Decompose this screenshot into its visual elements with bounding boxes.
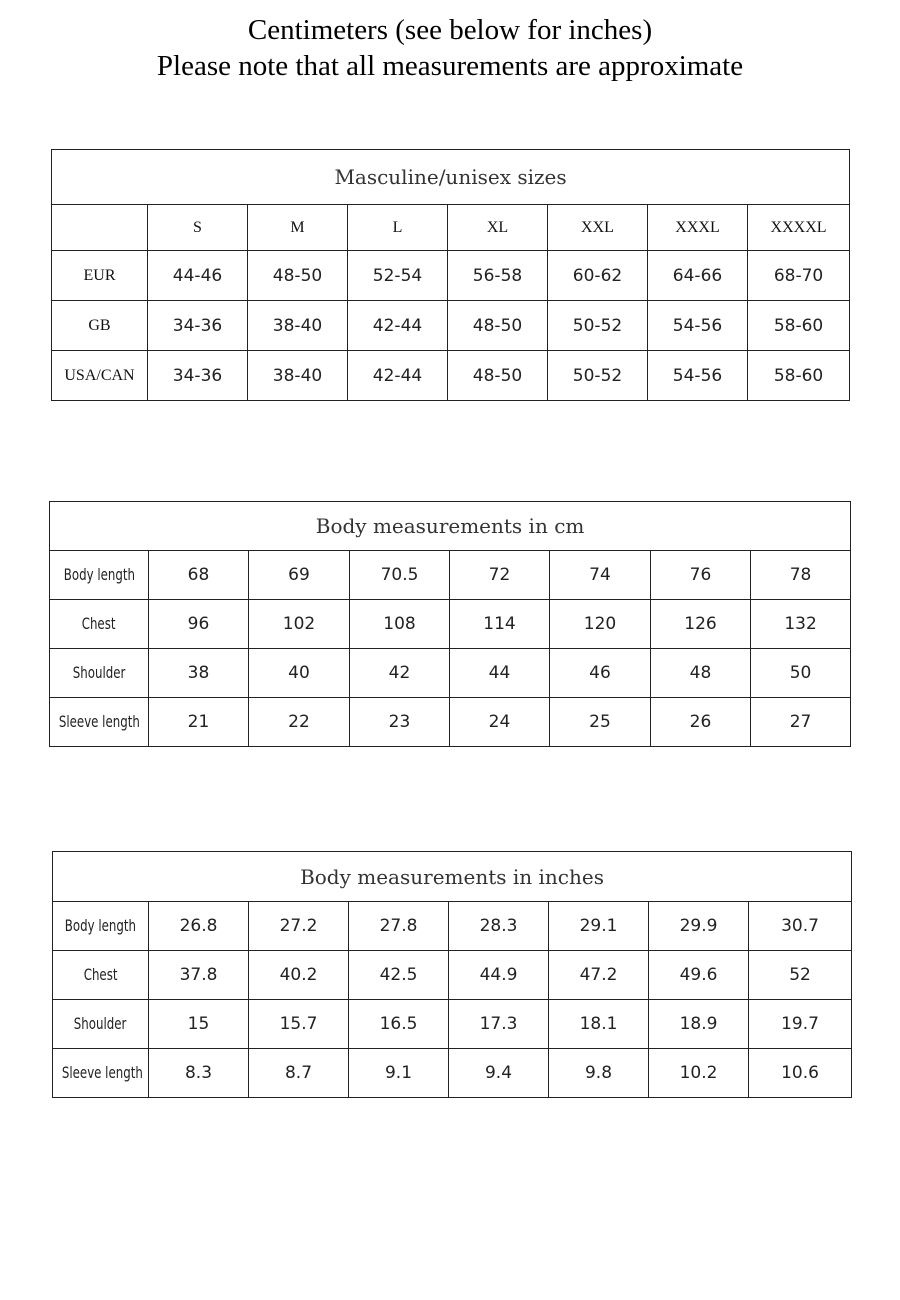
table-cell: 69 (249, 551, 350, 600)
table-cell: 10.2 (649, 1049, 749, 1098)
sizes-table-title: Masculine/unisex sizes (52, 150, 850, 205)
table-cell: 29.1 (549, 902, 649, 951)
table-cell: 78 (751, 551, 851, 600)
table-cell: 23 (350, 698, 450, 747)
table-cell: 50-52 (548, 301, 648, 351)
row-label-sleeve-length: Sleeve length (58, 712, 140, 731)
row-label-body-length: Body length (63, 565, 135, 584)
table-cell: 38-40 (248, 351, 348, 401)
size-header-xxxl: XXXL (648, 205, 748, 251)
table-cell: 120 (550, 600, 651, 649)
table-cell: 44 (450, 649, 550, 698)
table-cell: 34-36 (148, 301, 248, 351)
table-cell: 68 (149, 551, 249, 600)
size-header-xxxxl: XXXXL (748, 205, 850, 251)
table-cell: 28.3 (449, 902, 549, 951)
table-cell: 47.2 (549, 951, 649, 1000)
table-cell: 27 (751, 698, 851, 747)
table-cell: 70.5 (350, 551, 450, 600)
table-cell: 48 (651, 649, 751, 698)
inch-table-title: Body measurements in inches (53, 852, 852, 902)
table-cell: 15.7 (249, 1000, 349, 1049)
table-row (50, 551, 851, 600)
table-cell: 21 (149, 698, 249, 747)
table-cell: 58-60 (748, 351, 850, 401)
table-row (50, 649, 851, 698)
table-cell: 40 (249, 649, 350, 698)
table-cell: 42 (350, 649, 450, 698)
table-cell: 44-46 (148, 251, 248, 301)
table-cell: 15 (149, 1000, 249, 1049)
table-row (53, 1049, 852, 1098)
table-cell: 114 (450, 600, 550, 649)
table-cell: 54-56 (648, 351, 748, 401)
table-cell: 38 (149, 649, 249, 698)
table-cell: 50-52 (548, 351, 648, 401)
table-cell: 10.6 (749, 1049, 852, 1098)
table-row (52, 301, 850, 351)
size-header-s: S (148, 205, 248, 251)
heading-line-units: Centimeters (see below for inches) (247, 14, 653, 46)
row-label-gb: GB (52, 301, 148, 351)
table-cell: 9.8 (549, 1049, 649, 1098)
row-label-chest: Chest (83, 965, 118, 984)
table-cell: 126 (651, 600, 751, 649)
table-cell: 48-50 (448, 351, 548, 401)
table-cell: 24 (450, 698, 550, 747)
table-cell: 68-70 (748, 251, 850, 301)
table-cell: 8.7 (249, 1049, 349, 1098)
table-cell: 72 (450, 551, 550, 600)
size-header-l: L (348, 205, 448, 251)
table-cell: 46 (550, 649, 651, 698)
heading-line-note: Please note that all measurements are approximate (156, 50, 744, 82)
table-cell: 26 (651, 698, 751, 747)
table-cell: 102 (249, 600, 350, 649)
table-cell: 37.8 (149, 951, 249, 1000)
table-row (50, 600, 851, 649)
table-cell: 16.5 (349, 1000, 449, 1049)
table-cell: 108 (350, 600, 450, 649)
table-cell: 52 (749, 951, 852, 1000)
table-cell: 18.9 (649, 1000, 749, 1049)
table-cell: 30.7 (749, 902, 852, 951)
table-cell: 96 (149, 600, 249, 649)
sizes-table (51, 149, 850, 401)
size-header-m: M (248, 205, 348, 251)
table-cell: 29.9 (649, 902, 749, 951)
table-cell: 26.8 (149, 902, 249, 951)
table-cell: 22 (249, 698, 350, 747)
table-cell: 27.8 (349, 902, 449, 951)
table-cell: 132 (751, 600, 851, 649)
table-row (53, 1000, 852, 1049)
table-cell: 9.1 (349, 1049, 449, 1098)
table-cell: 50 (751, 649, 851, 698)
table-cell: 49.6 (649, 951, 749, 1000)
table-row (52, 351, 850, 401)
size-header-xxl: XXL (548, 205, 648, 251)
cm-table-title: Body measurements in cm (50, 502, 851, 551)
table-cell: 58-60 (748, 301, 850, 351)
row-label-shoulder: Shoulder (72, 663, 126, 682)
table-cell: 27.2 (249, 902, 349, 951)
table-row (53, 902, 852, 951)
table-cell: 74 (550, 551, 651, 600)
table-row (52, 251, 850, 301)
page-heading (0, 12, 900, 84)
size-header-xl: XL (448, 205, 548, 251)
table-cell: 60-62 (548, 251, 648, 301)
table-cell: 25 (550, 698, 651, 747)
row-label-shoulder: Shoulder (74, 1014, 127, 1033)
table-cell: 42-44 (348, 351, 448, 401)
table-cell: 64-66 (648, 251, 748, 301)
table-cell: 52-54 (348, 251, 448, 301)
row-label-eur: EUR (52, 251, 148, 301)
table-cell: 40.2 (249, 951, 349, 1000)
table-cell: 56-58 (448, 251, 548, 301)
row-label-body-length: Body length (64, 916, 137, 935)
table-cell: 48-50 (448, 301, 548, 351)
table-cell: 48-50 (248, 251, 348, 301)
row-label-usa-can: USA/CAN (52, 351, 148, 401)
table-cell: 34-36 (148, 351, 248, 401)
table-cell: 19.7 (749, 1000, 852, 1049)
table-cell: 18.1 (549, 1000, 649, 1049)
table-cell: 17.3 (449, 1000, 549, 1049)
table-cell: 42-44 (348, 301, 448, 351)
row-label-chest: Chest (82, 614, 116, 633)
table-cell: 8.3 (149, 1049, 249, 1098)
table-cell: 42.5 (349, 951, 449, 1000)
table-cell: 44.9 (449, 951, 549, 1000)
header-empty-cell (52, 205, 148, 251)
table-cell: 76 (651, 551, 751, 600)
table-cell: 9.4 (449, 1049, 549, 1098)
table-cell: 54-56 (648, 301, 748, 351)
table-row (53, 951, 852, 1000)
table-cell: 38-40 (248, 301, 348, 351)
cm-measurements-table (49, 501, 851, 747)
table-row (50, 698, 851, 747)
inch-measurements-table (52, 851, 852, 1098)
row-label-sleeve-length: Sleeve length (61, 1063, 143, 1082)
